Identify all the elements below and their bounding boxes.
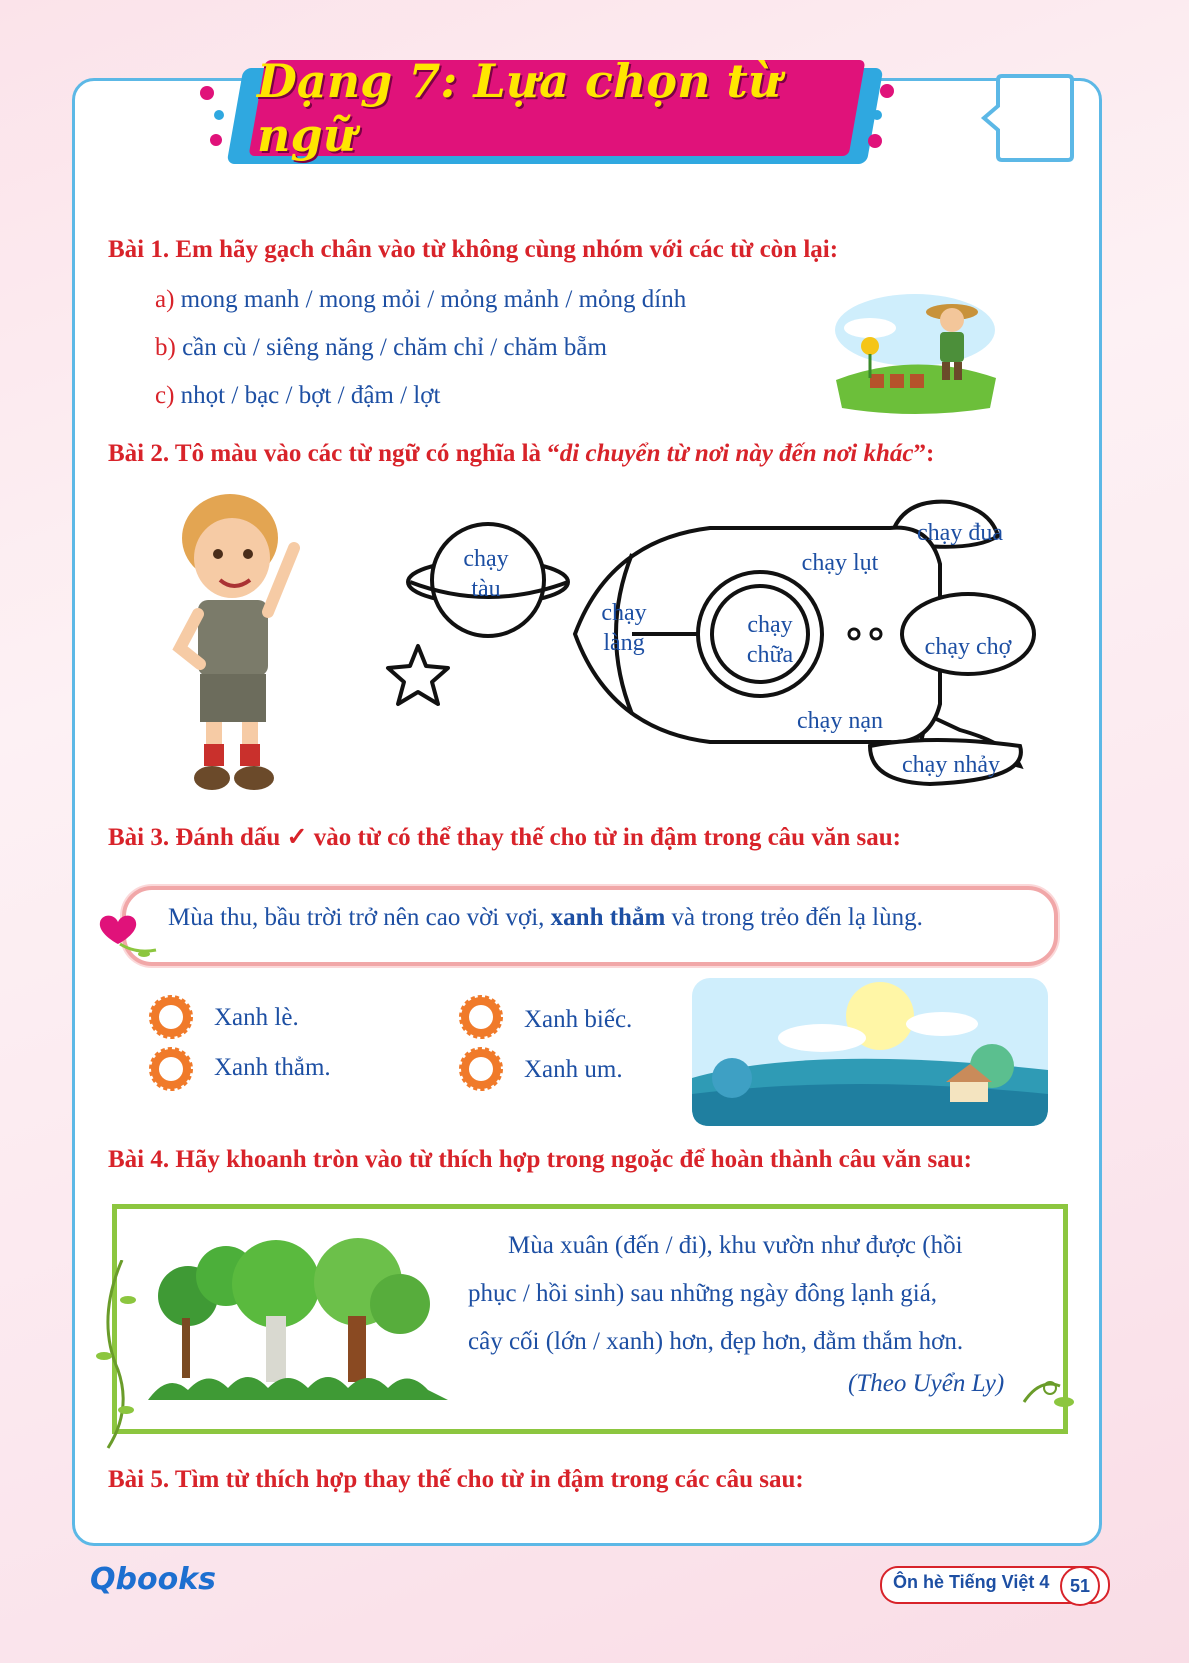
heading-emphasis: di chuyển từ nơi này đến nơi khác xyxy=(559,440,914,467)
word-line: làng xyxy=(603,630,645,656)
boy-illustration xyxy=(160,488,310,802)
heading-text: Bài 2. Tô màu vào các từ ngữ có nghĩa là “ xyxy=(108,440,560,467)
word-line: chạy xyxy=(463,546,509,572)
word-line: chạy xyxy=(747,612,793,638)
bai1-item-a xyxy=(155,286,686,314)
paragraph xyxy=(468,1222,1024,1366)
item-text: nhọt / bạc / bợt / đậm / lợt xyxy=(180,382,441,409)
title-banner xyxy=(235,54,875,172)
word-nose xyxy=(594,598,654,658)
decor-dot xyxy=(200,86,214,100)
page-number: 51 xyxy=(1060,1566,1100,1606)
word-fin-top: chạy đua xyxy=(917,520,1003,546)
footer-logo: Qbooks xyxy=(90,1562,217,1597)
item-label: b) xyxy=(155,334,176,361)
sentence-text: Mùa thu, bầu trời trở nên cao vời vợi, xyxy=(168,904,551,931)
paragraph-line: cây cối (lớn / xanh) hơn, đẹp hơn, đằm thắm hơn. xyxy=(468,1328,964,1355)
word-window xyxy=(730,610,810,670)
sentence-text: và trong trẻo đến lạ lùng. xyxy=(665,904,923,931)
item-label: c) xyxy=(155,382,175,409)
trees-illustration xyxy=(148,1232,448,1400)
bai3-heading: Bài 3. Đánh dấu ✓ vào từ có thể thay thế cho từ in đậm trong câu văn sau: xyxy=(108,824,901,851)
landscape-illustration xyxy=(692,978,1048,1126)
word-fin-bottom: chạy nhảy xyxy=(902,752,1000,778)
word-line: chữa xyxy=(746,642,794,668)
heart-icon xyxy=(96,910,166,966)
item-label: a) xyxy=(155,286,175,313)
checkbox-gear-icon[interactable] xyxy=(148,1046,194,1092)
option-xanh-biec: Xanh biếc. xyxy=(524,1006,633,1033)
corner-tab-decoration xyxy=(980,72,1076,164)
bai4-heading: Bài 4. Hãy khoanh tròn vào từ thích hợp trong ngoặc để hoàn thành câu văn sau: xyxy=(108,1146,972,1173)
checkbox-gear-icon[interactable] xyxy=(458,994,504,1040)
word-top: chạy lụt xyxy=(801,550,879,576)
decor-dot xyxy=(214,110,224,120)
paragraph-line: Mùa xuân (đến / đi), khu vườn như được (hồi xyxy=(508,1232,963,1259)
decor-dot xyxy=(210,134,222,146)
checkbox-gear-icon[interactable] xyxy=(458,1046,504,1092)
word-fin-mid: chạy chợ xyxy=(924,634,1012,660)
citation: (Theo Uyển Ly) xyxy=(848,1370,1005,1397)
leaf-decoration xyxy=(1020,1372,1076,1414)
bai1-item-b xyxy=(155,334,607,362)
word-planet xyxy=(456,544,516,604)
bai5-heading: Bài 5. Tìm từ thích hợp thay thế cho từ in đậm trong các câu sau: xyxy=(108,1466,804,1493)
vine-decoration xyxy=(92,1260,138,1450)
checkbox-gear-icon[interactable] xyxy=(148,994,194,1040)
decor-dot xyxy=(872,110,882,120)
gardener-illustration xyxy=(830,290,1000,416)
option-xanh-um: Xanh um. xyxy=(524,1056,623,1083)
word-line: chạy xyxy=(601,600,647,626)
bai2-heading xyxy=(108,440,934,468)
word-line: tàu xyxy=(471,576,501,602)
footer-book-title: Ôn hè Tiếng Việt 4 xyxy=(893,1572,1050,1592)
item-text: mong manh / mong mỏi / mỏng mảnh / mỏng dính xyxy=(180,286,687,313)
option-xanh-le: Xanh lè. xyxy=(214,1004,299,1031)
decor-dot xyxy=(868,134,882,148)
page-title: Dạng 7: Lựa chọn từ ngữ xyxy=(257,54,782,162)
sentence xyxy=(168,904,923,932)
option-xanh-tham: Xanh thẳm. xyxy=(214,1054,331,1081)
bai1-heading: Bài 1. Em hãy gạch chân vào từ không cùng nhóm với các từ còn lại: xyxy=(108,236,839,263)
heading-text: ”: xyxy=(913,440,935,467)
item-text: cần cù / siêng năng / chăm chỉ / chăm bẵm xyxy=(182,334,607,361)
sentence-bold: xanh thẳm xyxy=(550,904,666,931)
bai1-item-c xyxy=(155,382,440,410)
paragraph-line: phục / hồi sinh) sau những ngày đông lạnh giá, xyxy=(468,1280,938,1307)
decor-dot xyxy=(880,84,894,98)
word-bottom: chạy nạn xyxy=(797,708,883,734)
